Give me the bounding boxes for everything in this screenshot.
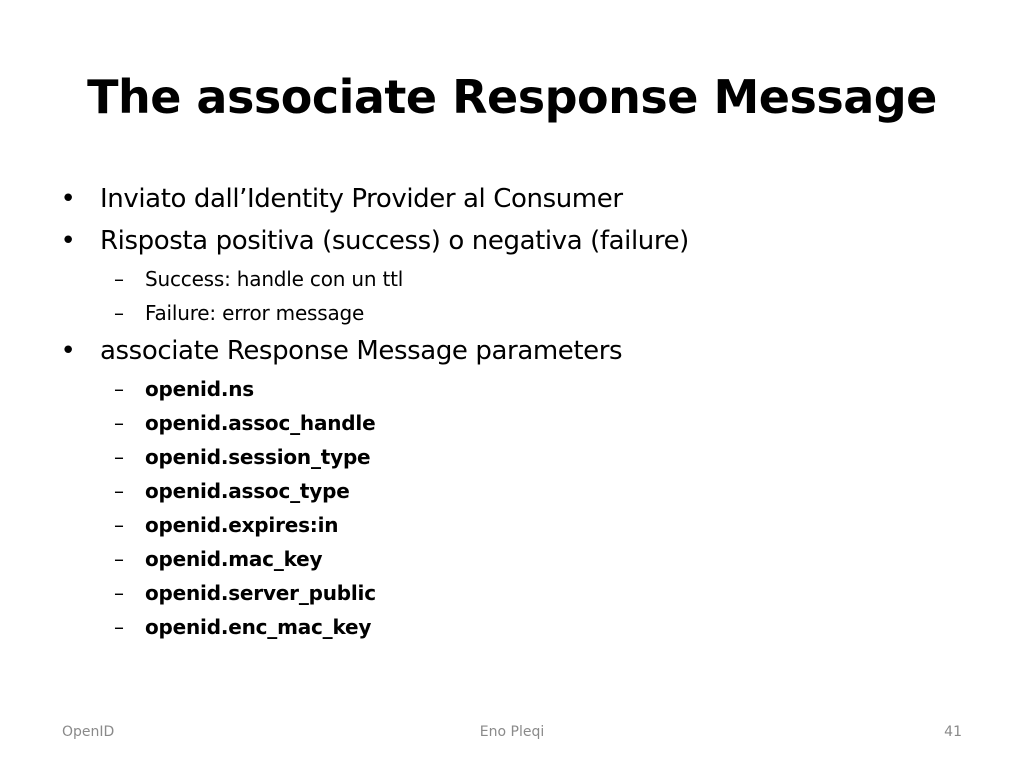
parameter-item	[58, 576, 988, 610]
bullet-item	[58, 330, 988, 372]
parameter-item	[58, 508, 988, 542]
footer-page-number: 41	[944, 724, 962, 740]
footer-author: Eno Pleqi	[479, 724, 545, 740]
bullet-marker: •	[60, 336, 76, 366]
parameter-name: openid.expires:in	[145, 513, 339, 537]
sub-bullet-marker: –	[114, 267, 124, 291]
sub-bullet-marker: –	[114, 301, 124, 325]
bullet-text: associate Response Message parameters	[100, 336, 623, 366]
sub-bullet-marker: –	[114, 377, 124, 401]
parameter-item	[58, 610, 988, 644]
parameter-name: openid.ns	[145, 377, 254, 401]
bullet-text: Risposta positiva (success) o negativa (failure)	[100, 226, 689, 256]
bullet-list	[58, 178, 988, 644]
parameter-name: openid.session_type	[145, 445, 371, 469]
sub-bullet-marker: –	[114, 411, 124, 435]
parameter-item	[58, 372, 988, 406]
bullet-item	[58, 178, 988, 220]
parameter-name: openid.mac_key	[145, 547, 323, 571]
slide-title: The associate Response Message	[87, 70, 937, 124]
sub-bullet-text: Success: handle con un ttl	[145, 267, 404, 291]
sub-bullet-item	[58, 296, 988, 330]
bullet-text: Inviato dall’Identity Provider al Consumer	[100, 184, 623, 214]
parameter-item	[58, 406, 988, 440]
parameter-name: openid.enc_mac_key	[145, 615, 372, 639]
parameter-item	[58, 440, 988, 474]
footer-left-label: OpenID	[62, 724, 115, 740]
sub-bullet-marker: –	[114, 513, 124, 537]
sub-bullet-item	[58, 262, 988, 296]
parameter-item	[58, 542, 988, 576]
parameter-item	[58, 474, 988, 508]
sub-bullet-marker: –	[114, 479, 124, 503]
parameter-name: openid.assoc_handle	[145, 411, 376, 435]
sub-bullet-marker: –	[114, 615, 124, 639]
parameter-name: openid.assoc_type	[145, 479, 350, 503]
bullet-marker: •	[60, 184, 76, 214]
sub-bullet-marker: –	[114, 547, 124, 571]
sub-bullet-text: Failure: error message	[145, 301, 365, 325]
parameter-name: openid.server_public	[145, 581, 376, 605]
bullet-item	[58, 220, 988, 262]
sub-bullet-marker: –	[114, 581, 124, 605]
bullet-marker: •	[60, 226, 76, 256]
sub-bullet-marker: –	[114, 445, 124, 469]
